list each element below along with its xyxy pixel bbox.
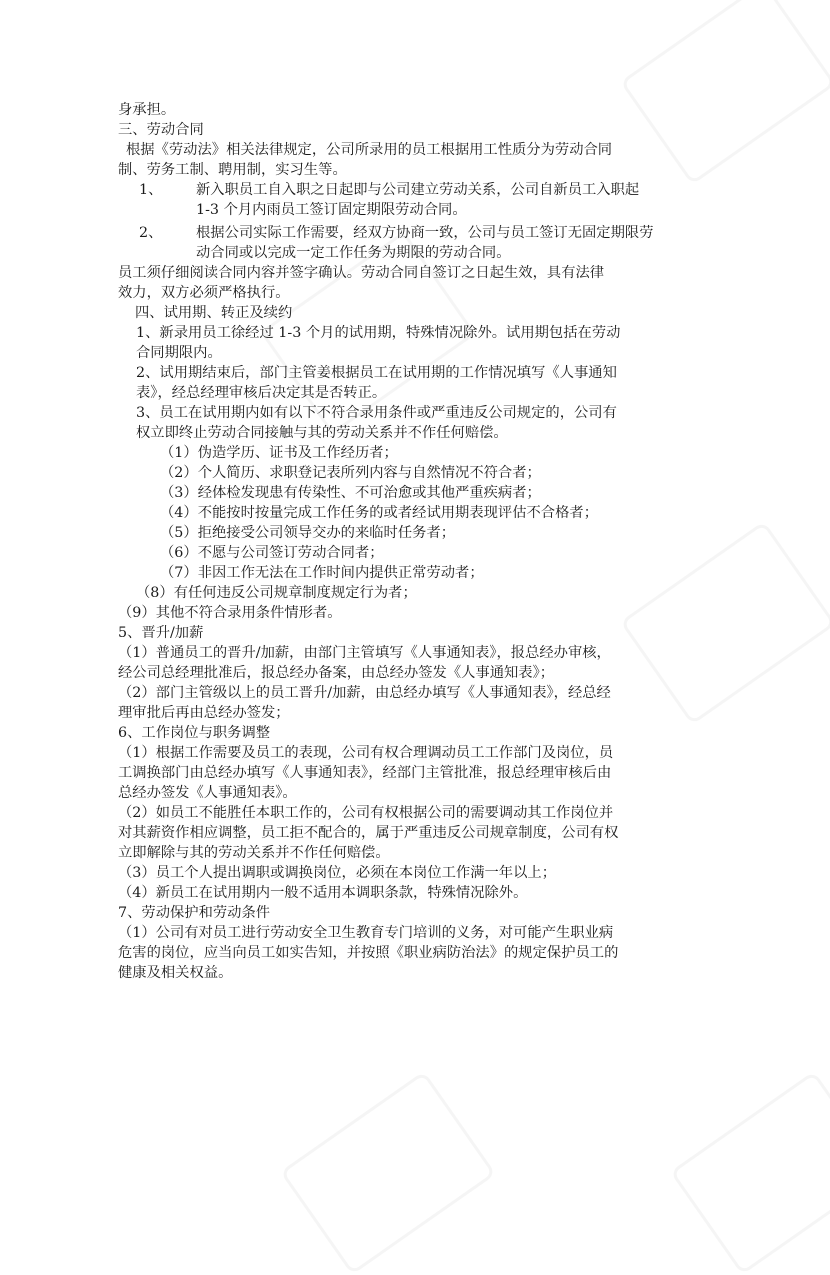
paragraph-line: 权立即终止劳动合同接触与其的劳动关系并不作任何赔偿。 [136,425,508,441]
paragraph-line: 动合同或以完成一定工作任务为期限的劳动合同。 [196,245,511,261]
paragraph-line: 1-3 个月内雨员工签订固定期限劳动合同。 [196,202,467,218]
section-heading: 四、试用期、转正及续约 [135,305,293,321]
section-heading: 6、工作岗位与职务调整 [118,725,271,741]
list-item: （8）有任何违反公司规章制度规定行为者； [136,585,417,601]
paragraph-line: （4）新员工在试用期内一般不适用本调职条款，特殊情况除外。 [118,885,528,901]
paragraph-line: 理审批后再由总经办签发； [118,705,290,721]
watermark-logo [670,1071,830,1275]
paragraph-line: 健康及相关权益。 [118,965,233,981]
section-heading: 7、劳动保护和劳动条件 [118,905,271,921]
paragraph-line: 根据《劳动法》相关法律规定，公司所录用的员工根据用工性质分为劳动合同 [126,142,613,158]
paragraph-line: 2、试用期结束后，部门主管姜根据员工在试用期的工作情况填写《人事通知 [136,365,617,381]
paragraph-line: 对其薪资作相应调整，员工拒不配合的，属于严重违反公司规章制度，公司有权 [118,825,619,841]
paragraph-line: 总经办签发《人事通知表》。 [118,785,297,801]
paragraph-line: 新入职员工自入职之日起即与公司建立劳动关系，公司自新员工入职起 [196,182,640,198]
list-item: （4）不能按时按量完成工作任务的或者经试用期表现评估不合格者； [160,505,598,521]
paragraph-line: （2）部门主管级以上的员工晋升/加薪，由总经办填写《人事通知表》，经总经 [118,685,611,701]
paragraph-line: （1）根据工作需要及员工的表现，公司有权合理调动员工工作部门及岗位，员 [118,745,614,761]
list-item: （7）非因工作无法在工作时间内提供正常劳动者； [160,565,484,581]
list-item: （6）不愿与公司签订劳动合同者； [160,545,384,561]
paragraph-line: 1、新录用员工徐经过 1-3 个月的试用期，特殊情况除外。试用期包括在劳动 [136,325,621,341]
list-item: （9）其他不符合录用条件情形者。 [118,605,342,621]
paragraph-line: （3）员工个人提出调职或调换岗位，必须在本岗位工作满一年以上； [118,865,556,881]
paragraph-line: 制、劳务工制、聘用制，实习生等。 [118,162,347,178]
paragraph-line: 工调换部门由总经办填写《人事通知表》，经部门主管批准，报总经理审核后由 [118,765,612,781]
paragraph-line: 3、员工在试用期内如有以下不符合录用条件或严重违反公司规定的，公司有 [136,405,617,421]
paragraph-line: 经公司总经理批准后，报总经办备案，由总经办签发《人事通知表》； [118,665,555,681]
list-item: （2）个人简历、求职登记表所列内容与自然情况不符合者； [160,465,541,481]
paragraph-line: 效力，双方必须严格执行。 [118,285,290,301]
item-number: 2、 [139,225,163,241]
numbered-item [118,223,718,263]
section-heading: 5、晋升/加薪 [118,625,204,641]
list-item: （5）拒绝接受公司领导交办的来临时任务者； [160,525,456,541]
list-item: （1）伪造学历、证书及工作经历者； [160,445,398,461]
paragraph-line: 危害的岗位，应当向员工如实告知，并按照《职业病防治法》的规定保护员工的 [118,945,619,961]
watermark-logo [280,1071,496,1275]
item-number: 1、 [139,182,163,198]
list-item: （3）经体检发现患有传染性、不可治愈或其他严重疾病者； [160,485,541,501]
paragraph-line: 根据公司实际工作需要，经双方协商一致，公司与员工签订无固定期限劳 [196,225,654,241]
paragraph-line: （1）公司有对员工进行劳动安全卫生教育专门培训的义务，对可能产生职业病 [118,925,614,941]
numbered-item [118,180,718,220]
paragraph-line: 员工须仔细阅读合同内容并签字确认。劳动合同自签订之日起生效，具有法律 [118,265,605,281]
paragraph-line: （1）普通员工的晋升/加薪，由部门主管填写《人事通知表》，报总经办审核， [118,645,611,661]
document-body [118,100,718,983]
paragraph-line: 身承担。 [118,102,176,118]
paragraph-line: 合同期限内。 [136,345,222,361]
paragraph-line: 立即解除与其的劳动关系并不作任何赔偿。 [118,845,390,861]
paragraph-line: （2）如员工不能胜任本职工作的，公司有权根据公司的需要调动其工作岗位并 [118,805,614,821]
section-heading: 三、劳动合同 [118,122,204,138]
paragraph-line: 表》，经总经理审核后决定其是否转正。 [136,385,387,401]
